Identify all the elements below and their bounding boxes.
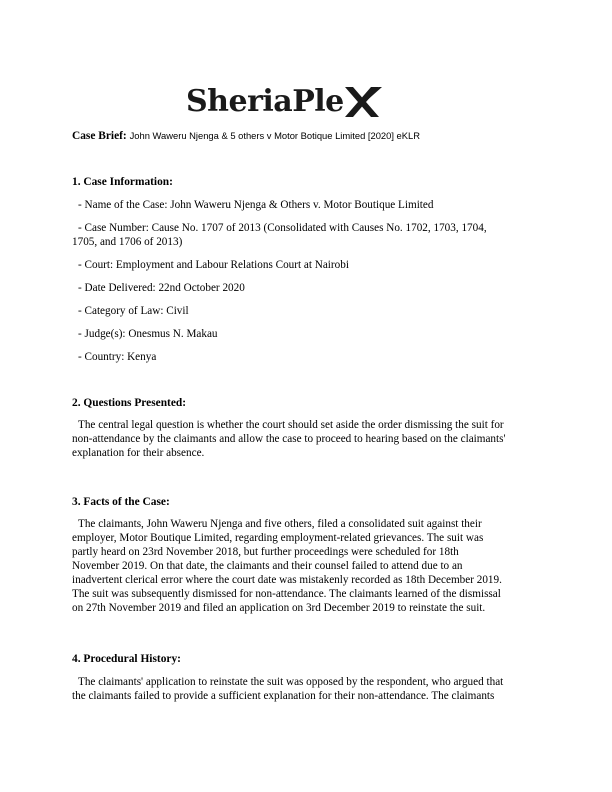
procedural-history-section (72, 652, 546, 666)
case-name-item: - Name of the Case: John Waweru Njenga & Others v. Motor Boutique Limited (78, 199, 434, 211)
questions-presented-section (72, 396, 546, 410)
case-brief-title: John Waweru Njenga & 5 others v Motor Botique Limited [2020] eKLR (129, 130, 421, 141)
paragraph-line: November 2019. On that date, the claimants and their counsel failed to attend due to an (72, 560, 463, 572)
sheriaplex-logo (186, 82, 382, 122)
paragraph-line: explanation for their absence. (72, 447, 205, 459)
facts-section (72, 495, 546, 509)
section-heading: 4. Procedural History: (72, 653, 181, 665)
paragraph-line: employer, Motor Boutique Limited, regarding employment-related grievances. The suit was (72, 532, 484, 544)
logo-x-mark-icon (342, 84, 382, 120)
country-item: - Country: Kenya (78, 351, 157, 363)
case-number-block (72, 221, 546, 249)
paragraph-line: The claimants' application to reinstate the suit was opposed by the respondent, who argued that (78, 676, 504, 688)
paragraph-line: The claimants, John Waweru Njenga and five others, filed a consolidated suit against their (78, 518, 482, 530)
date-block (72, 281, 546, 295)
paragraph-line: The suit was subsequently dismissed for non-attendance. The claimants learned of the dismissal (72, 588, 501, 600)
procedural-paragraph (72, 675, 546, 703)
case-number-continued: 1705, and 1706 of 2013) (72, 236, 183, 248)
logo-text: SheriaPle (186, 84, 344, 119)
case-brief-label: Case Brief: (72, 130, 127, 142)
questions-paragraph (72, 418, 546, 460)
paragraph-line: The central legal question is whether the court should set aside the order dismissing the suit for (78, 419, 504, 431)
section-heading: 2. Questions Presented: (72, 397, 187, 409)
court-block (72, 258, 546, 272)
case-info-list (72, 198, 546, 212)
facts-paragraph (72, 517, 546, 615)
paragraph-line: the claimants failed to provide a sufficient explanation for their non-attendance. The claimants (72, 690, 495, 702)
paragraph-line: on 27th November 2019 and filed an application on 3rd December 2019 to reinstate the suit. (72, 602, 486, 614)
case-information-section (72, 175, 546, 189)
country-block (72, 350, 546, 364)
section-heading: 3. Facts of the Case: (72, 496, 170, 508)
category-item: - Category of Law: Civil (78, 305, 189, 317)
judge-block (72, 327, 546, 341)
paragraph-line: non-attendance by the claimants and allow the case to proceed to hearing based on the claimants' (72, 433, 506, 445)
case-number-item: - Case Number: Cause No. 1707 of 2013 (Consolidated with Causes No. 1702, 1703, 1704, (78, 222, 487, 234)
paragraph-line: partly heard on 23rd November 2018, but further proceedings were scheduled for 18th (72, 546, 459, 558)
case-brief-line (72, 129, 420, 143)
paragraph-line: inadvertent clerical error where the court date was mistakenly recorded as 18th December 2019. (72, 574, 502, 586)
section-heading: 1. Case Information: (72, 176, 173, 188)
date-delivered-item: - Date Delivered: 22nd October 2020 (78, 282, 245, 294)
judge-item: - Judge(s): Onesmus N. Makau (78, 328, 218, 340)
category-block (72, 304, 546, 318)
court-item: - Court: Employment and Labour Relations Court at Nairobi (78, 259, 349, 271)
